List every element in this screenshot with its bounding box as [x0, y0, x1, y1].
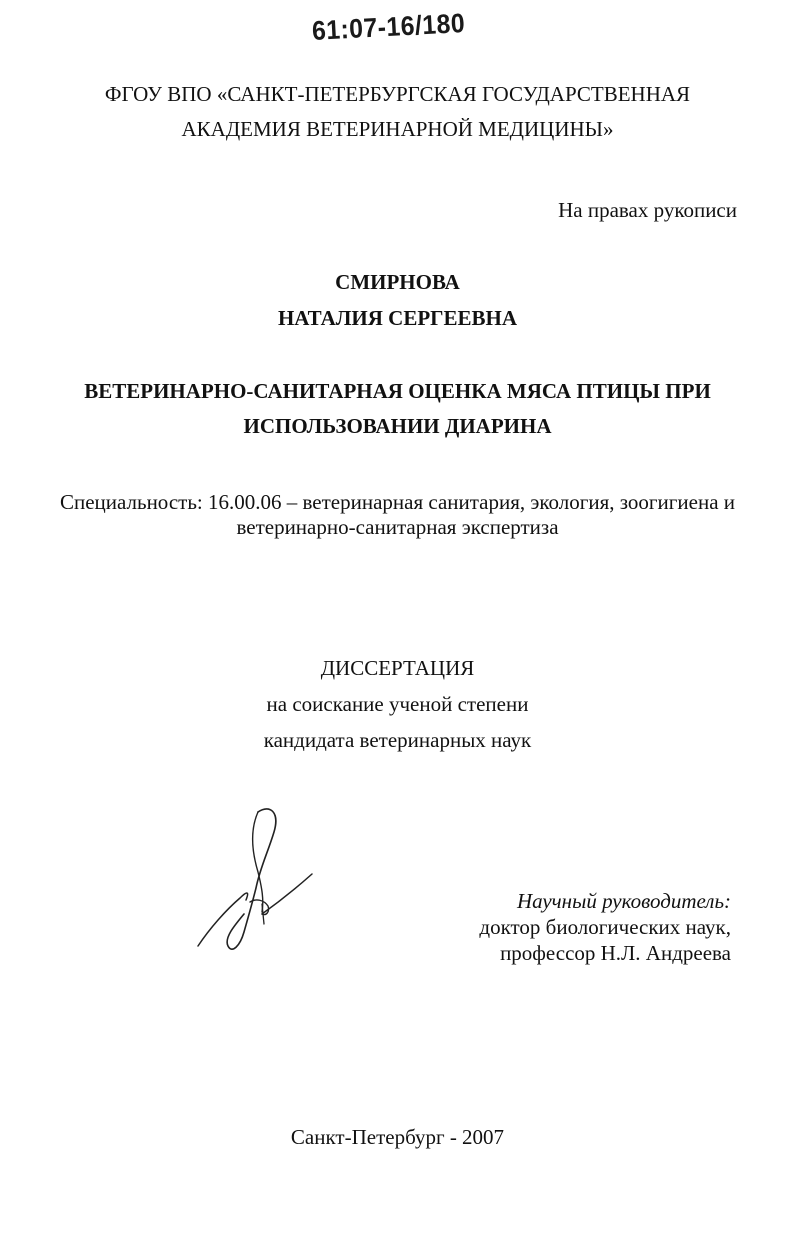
scientific-supervisor-block: [479, 888, 731, 966]
dissertation-title-line-2: ИСПОЛЬЗОВАНИИ ДИАРИНА: [243, 414, 552, 438]
supervisor-degree: доктор биологических наук,: [479, 915, 731, 939]
handwritten-signature: [196, 800, 321, 960]
degree-line-1: на соискание ученой степени: [266, 692, 529, 716]
specialty-line-2: ветеринарно-санитарная экспертиза: [236, 515, 559, 539]
city-and-year: Санкт-Петербург - 2007: [290, 1125, 505, 1149]
dissertation-title-line-1: ВЕТЕРИНАРНО-САНИТАРНАЯ ОЦЕНКА МЯСА ПТИЦЫ ПРИ: [84, 379, 711, 403]
supervisor-label: Научный руководитель:: [516, 889, 731, 913]
author-surname: СМИРНОВА: [335, 270, 460, 294]
catalog-number-stamp: 61:07-16/180: [311, 7, 466, 46]
supervisor-name: профессор Н.Л. Андреева: [500, 941, 731, 965]
work-type-heading: ДИССЕРТАЦИЯ: [320, 656, 475, 680]
manuscript-rights-note: На правах рукописи: [558, 198, 737, 222]
specialty-line-1: Специальность: 16.00.06 – ветеринарная санитария, экология, зоогигиена и: [59, 490, 736, 514]
institution-name-line-1: ФГОУ ВПО «САНКТ-ПЕТЕРБУРГСКАЯ ГОСУДАРСТВЕННАЯ: [104, 82, 691, 106]
institution-name-line-2: АКАДЕМИЯ ВЕТЕРИНАРНОЙ МЕДИЦИНЫ»: [181, 117, 614, 141]
degree-line-2: кандидата ветеринарных наук: [263, 728, 532, 752]
author-given-names: НАТАЛИЯ СЕРГЕЕВНА: [277, 306, 518, 330]
